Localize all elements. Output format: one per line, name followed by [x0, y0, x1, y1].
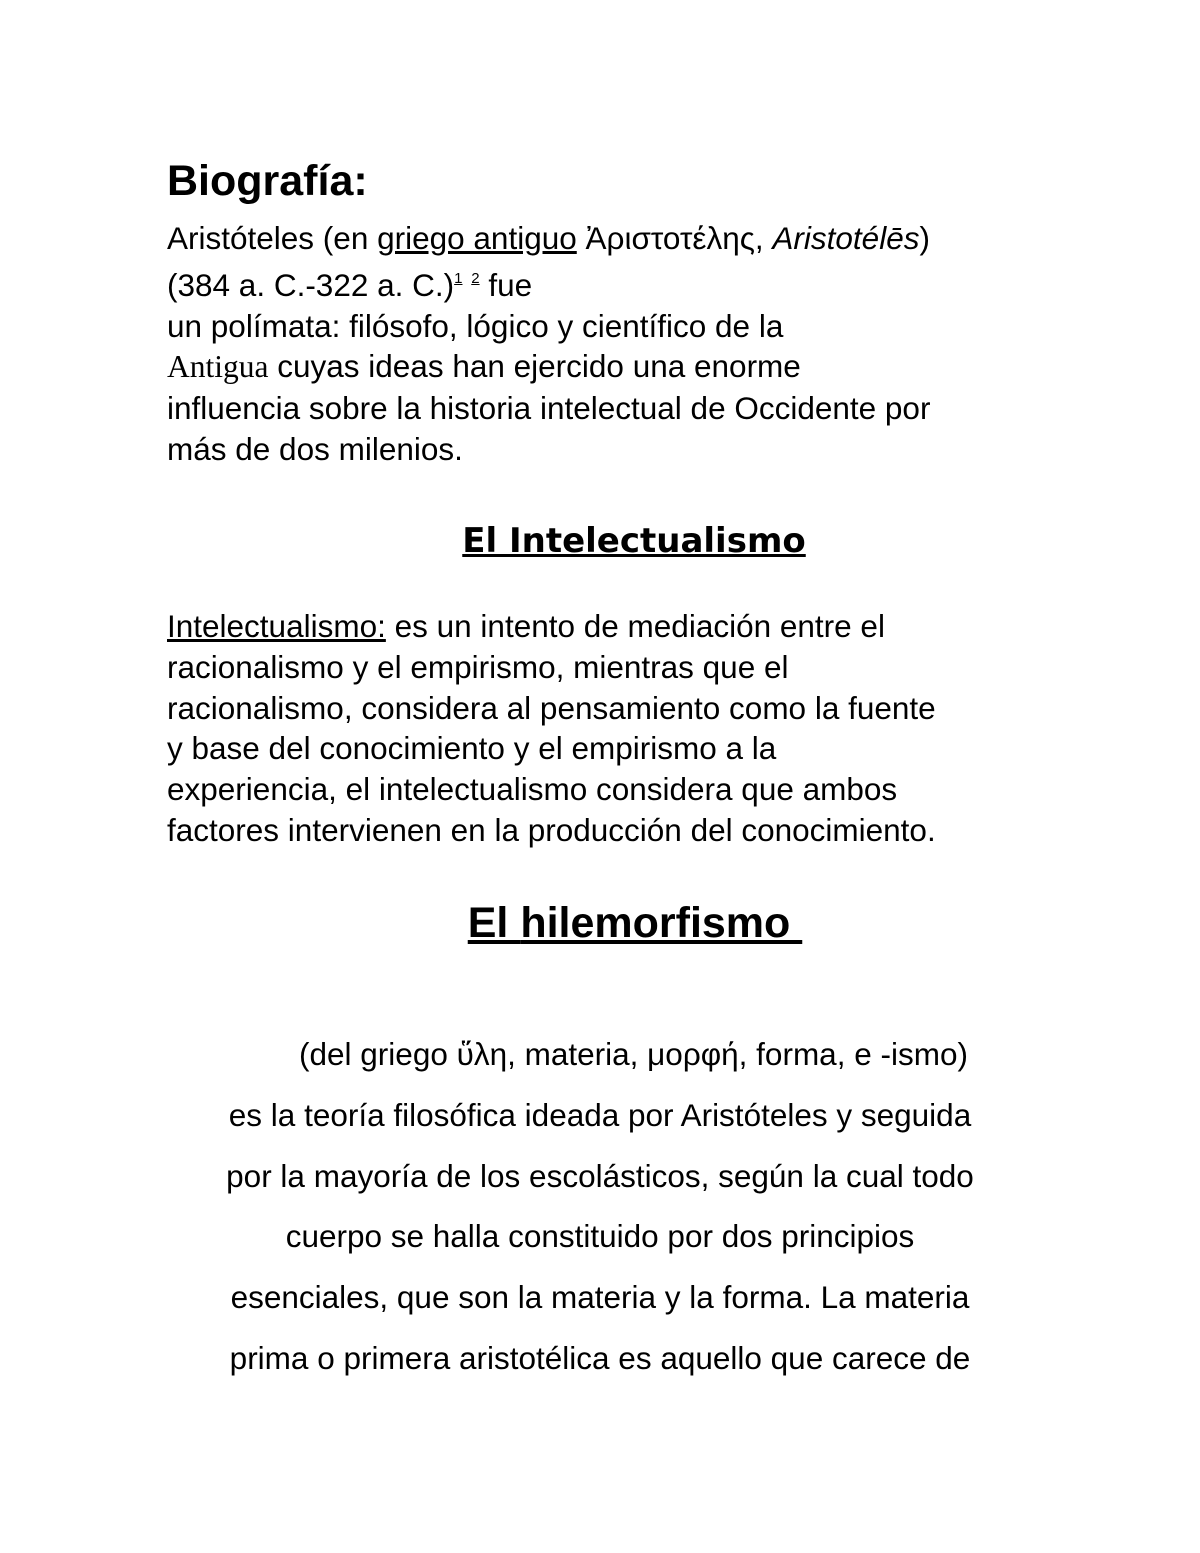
hylomorphism-line-1: (del griego ὕλη, materia, μορφή, forma, e -ismo) [299, 1036, 968, 1072]
hylomorphism-heading-bold: hilemorfismo [520, 899, 803, 947]
biography-line-4 [167, 346, 1047, 388]
intellectualism-text: es un intento de mediación entre el [385, 608, 885, 644]
intellectualism-line-3: racionalismo, considera al pensamiento como la fuente [167, 689, 936, 726]
biography-italic-name: Aristotélēs [772, 220, 920, 256]
hylomorphism-line-5: esenciales, que son la materia y la forma. La materia [230, 1279, 970, 1316]
intellectualism-heading-text: El Intelectualismo [462, 521, 806, 561]
biography-heading: Biografía: [167, 157, 368, 205]
footnote-ref-2[interactable]: 2 [471, 269, 480, 287]
biography-text: cuyas ideas han ejercido una enorme [268, 348, 801, 385]
biography-paragraph [167, 218, 1047, 470]
biography-text: fue [479, 266, 533, 303]
intellectualism-term: Intelectualismo: [167, 608, 386, 644]
intellectualism-paragraph [167, 606, 1047, 851]
biography-line-5: influencia sobre la historia intelectual de Occidente por [167, 390, 931, 427]
hylomorphism-line-6: prima o primera aristotélica es aquello que carece de [229, 1339, 971, 1376]
biography-line-3: un polímata: filósofo, lógico y científico de la [167, 307, 784, 344]
hylomorphism-heading-plain: El [467, 899, 521, 947]
intellectualism-line-2: racionalismo y el empirismo, mientras que el [167, 648, 789, 685]
intellectualism-line-5: experiencia, el intelectualismo considera que ambos [167, 771, 898, 808]
biography-line-6: más de dos milenios. [167, 430, 463, 467]
biography-line-2 [167, 259, 1047, 306]
biography-text: ) [919, 220, 930, 256]
biography-serif-word: Antigua [167, 349, 269, 385]
biography-dates: (384 a. C.-322 a. C.) [167, 266, 455, 303]
intellectualism-line-4: y base del conocimiento y el empirismo a la [167, 730, 777, 767]
hylomorphism-line-4: cuerpo se halla constituido por dos principios [285, 1218, 915, 1255]
intellectualism-line-6: factores intervienen en la producción del conocimiento. [167, 811, 936, 848]
greek-link[interactable]: griego antiguo [377, 220, 577, 256]
biography-text: Ἀριστοτέλης, [576, 220, 773, 256]
hylomorphism-heading-underline [468, 899, 803, 947]
biography-text: Aristóteles (en [167, 220, 378, 256]
hylomorphism-line-2: es la teoría filosófica ideada por Aristóteles y seguida [228, 1096, 972, 1133]
hylomorphism-line-3: por la mayoría de los escolásticos, según la cual todo [226, 1157, 974, 1194]
footnote-ref-1[interactable]: 1 [454, 269, 463, 287]
intellectualism-line-1 [167, 606, 1047, 647]
biography-line-1 [167, 218, 1047, 259]
hylomorphism-heading [0, 895, 1200, 951]
hylomorphism-paragraph [0, 1024, 1200, 1389]
intellectualism-heading [0, 515, 1200, 567]
